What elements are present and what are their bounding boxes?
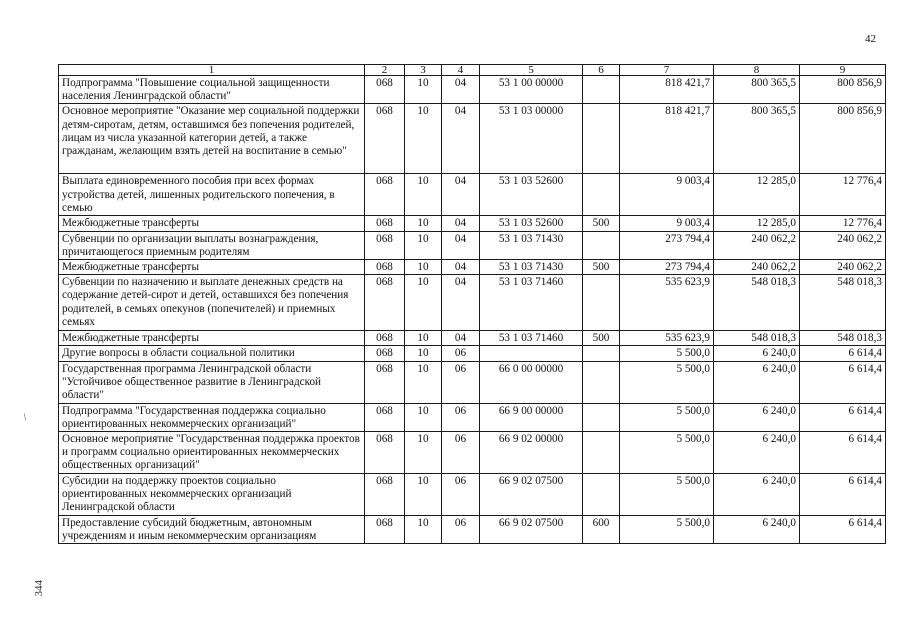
table-body [59,76,886,544]
table-row [59,104,886,174]
table-row [59,231,886,259]
cell-section: 10 [405,231,442,259]
row-name: Подпрограмма "Повышение социальной защищенности населения Ленинградской области" [59,76,365,104]
cell-amount-col7: 273 794,4 [620,231,714,259]
cell-amount-col7: 535 623,9 [620,331,714,346]
cell-amount-col8: 12 285,0 [714,216,800,231]
cell-ministry-code: 068 [365,331,405,346]
column-header: 3 [405,65,442,76]
column-header: 1 [59,65,365,76]
cell-target-article: 53 1 03 71430 [480,231,583,259]
row-name: Государственная программа Ленинградской области "Устойчивое общественное развитие в Ленинградской области" [59,361,365,403]
cell-expense-type [583,346,620,361]
row-name: Межбюджетные трансферты [59,331,365,346]
cell-amount-col9: 6 614,4 [800,346,886,361]
cell-ministry-code: 068 [365,516,405,544]
cell-expense-type: 600 [583,516,620,544]
cell-subsection: 06 [442,474,480,516]
cell-expense-type: 500 [583,216,620,231]
cell-target-article: 53 1 00 00000 [480,76,583,104]
cell-section: 10 [405,174,442,216]
cell-section: 10 [405,432,442,474]
row-name: Основное мероприятие "Оказание мер социальной поддержки детям-сиротам, детям, оставшимся без попечения родителей, лицам из числа указанной категории детей, а также гражданам, желающим взять детей на воспитание в семью" [59,104,365,174]
row-name: Выплата единовременного пособия при всех формах устройства детей, лишенных родительского попечения, в семью [59,174,365,216]
cell-section: 10 [405,104,442,174]
cell-ministry-code: 068 [365,104,405,174]
cell-target-article: 66 9 02 07500 [480,516,583,544]
cell-amount-col9: 240 062,2 [800,260,886,275]
table-row [59,260,886,275]
cell-target-article: 53 1 03 71460 [480,331,583,346]
cell-subsection: 04 [442,260,480,275]
cell-amount-col8: 240 062,2 [714,260,800,275]
cell-amount-col8: 6 240,0 [714,403,800,431]
table-row [59,346,886,361]
cell-target-article: 53 1 03 71460 [480,275,583,331]
cell-amount-col9: 548 018,3 [800,275,886,331]
cell-ministry-code: 068 [365,361,405,403]
cell-section: 10 [405,346,442,361]
cell-amount-col8: 548 018,3 [714,275,800,331]
cell-amount-col7: 5 500,0 [620,361,714,403]
header-row [59,65,886,76]
cell-ministry-code: 068 [365,275,405,331]
budget-table [58,64,886,544]
cell-expense-type [583,403,620,431]
cell-expense-type [583,76,620,104]
cell-ministry-code: 068 [365,174,405,216]
row-name: Субсидии на поддержку проектов социально ориентированных некоммерческих организаций Ленинградской области [59,474,365,516]
cell-amount-col9: 240 062,2 [800,231,886,259]
cell-amount-col8: 12 285,0 [714,174,800,216]
cell-subsection: 06 [442,432,480,474]
cell-subsection: 06 [442,346,480,361]
cell-ministry-code: 068 [365,403,405,431]
column-header: 5 [480,65,583,76]
cell-expense-type [583,432,620,474]
cell-expense-type [583,174,620,216]
cell-target-article: 53 1 03 52600 [480,174,583,216]
cell-target-article [480,346,583,361]
cell-target-article: 66 0 00 00000 [480,361,583,403]
cell-amount-col7: 818 421,7 [620,76,714,104]
row-name: Предоставление субсидий бюджетным, автономным учреждениям и иным некоммерческим организациям [59,516,365,544]
column-header: 8 [714,65,800,76]
cell-ministry-code: 068 [365,76,405,104]
cell-section: 10 [405,260,442,275]
cell-amount-col7: 818 421,7 [620,104,714,174]
cell-amount-col9: 6 614,4 [800,516,886,544]
page-number: 42 [865,33,876,45]
cell-section: 10 [405,76,442,104]
cell-target-article: 53 1 03 71430 [480,260,583,275]
row-name: Основное мероприятие "Государственная поддержка проектов и программ социально ориентированных некоммерческих общественных организаций" [59,432,365,474]
column-header: 6 [583,65,620,76]
row-name: Межбюджетные трансферты [59,260,365,275]
cell-ministry-code: 068 [365,260,405,275]
cell-amount-col7: 5 500,0 [620,346,714,361]
cell-section: 10 [405,216,442,231]
cell-section: 10 [405,361,442,403]
cell-section: 10 [405,474,442,516]
cell-section: 10 [405,403,442,431]
cell-expense-type [583,474,620,516]
cell-target-article: 66 9 00 00000 [480,403,583,431]
column-header: 7 [620,65,714,76]
row-name: Межбюджетные трансферты [59,216,365,231]
cell-amount-col9: 12 776,4 [800,174,886,216]
cell-target-article: 66 9 02 07500 [480,474,583,516]
cell-amount-col9: 6 614,4 [800,403,886,431]
cell-amount-col9: 12 776,4 [800,216,886,231]
cell-amount-col8: 240 062,2 [714,231,800,259]
cell-amount-col8: 548 018,3 [714,331,800,346]
table-row [59,174,886,216]
row-name: Субвенции по назначению и выплате денежных средств на содержание детей-сирот и детей, оставшихся без попечения родителей, в семьях опекунов (попечителей) и приемных семьях [59,275,365,331]
cell-ministry-code: 068 [365,231,405,259]
cell-ministry-code: 068 [365,346,405,361]
cell-amount-col9: 6 614,4 [800,432,886,474]
cell-amount-col7: 9 003,4 [620,174,714,216]
cell-amount-col8: 6 240,0 [714,516,800,544]
table-row [59,361,886,403]
row-name: Подпрограмма "Государственная поддержка социально ориентированных некоммерческих организаций" [59,403,365,431]
table-row [59,275,886,331]
cell-ministry-code: 068 [365,432,405,474]
cell-amount-col7: 5 500,0 [620,516,714,544]
cell-expense-type [583,275,620,331]
cell-section: 10 [405,331,442,346]
table-row [59,216,886,231]
row-name: Субвенции по организации выплаты вознаграждения, причитающегося приемным родителям [59,231,365,259]
cell-subsection: 04 [442,104,480,174]
cell-expense-type [583,231,620,259]
cell-amount-col8: 800 365,5 [714,104,800,174]
cell-amount-col8: 6 240,0 [714,474,800,516]
table-row [59,403,886,431]
cell-section: 10 [405,516,442,544]
side-stamp-number: 344 [33,580,45,597]
table-row [59,76,886,104]
cell-amount-col8: 6 240,0 [714,361,800,403]
row-name: Другие вопросы в области социальной политики [59,346,365,361]
cell-subsection: 04 [442,174,480,216]
cell-section: 10 [405,275,442,331]
cell-subsection: 04 [442,216,480,231]
cell-amount-col7: 535 623,9 [620,275,714,331]
cell-amount-col8: 6 240,0 [714,432,800,474]
cell-target-article: 66 9 02 00000 [480,432,583,474]
cell-target-article: 53 1 03 52600 [480,216,583,231]
cell-subsection: 04 [442,76,480,104]
cell-amount-col9: 548 018,3 [800,331,886,346]
cell-amount-col9: 6 614,4 [800,361,886,403]
cell-expense-type: 500 [583,260,620,275]
column-header: 9 [800,65,886,76]
cell-amount-col7: 5 500,0 [620,432,714,474]
cell-amount-col7: 9 003,4 [620,216,714,231]
cell-ministry-code: 068 [365,474,405,516]
table-row [59,516,886,544]
cell-amount-col9: 6 614,4 [800,474,886,516]
table-row [59,432,886,474]
column-header: 2 [365,65,405,76]
table-row [59,474,886,516]
cell-subsection: 06 [442,361,480,403]
cell-ministry-code: 068 [365,216,405,231]
cell-amount-col7: 5 500,0 [620,474,714,516]
cell-expense-type [583,104,620,174]
cell-amount-col9: 800 856,9 [800,104,886,174]
cell-subsection: 04 [442,275,480,331]
cell-expense-type: 500 [583,331,620,346]
cell-target-article: 53 1 03 00000 [480,104,583,174]
cell-amount-col8: 6 240,0 [714,346,800,361]
column-header: 4 [442,65,480,76]
cell-subsection: 06 [442,516,480,544]
pen-mark: / [21,412,30,423]
cell-expense-type [583,361,620,403]
cell-amount-col7: 5 500,0 [620,403,714,431]
table-row [59,331,886,346]
cell-subsection: 06 [442,403,480,431]
cell-amount-col7: 273 794,4 [620,260,714,275]
cell-subsection: 04 [442,331,480,346]
cell-amount-col8: 800 365,5 [714,76,800,104]
cell-amount-col9: 800 856,9 [800,76,886,104]
cell-subsection: 04 [442,231,480,259]
